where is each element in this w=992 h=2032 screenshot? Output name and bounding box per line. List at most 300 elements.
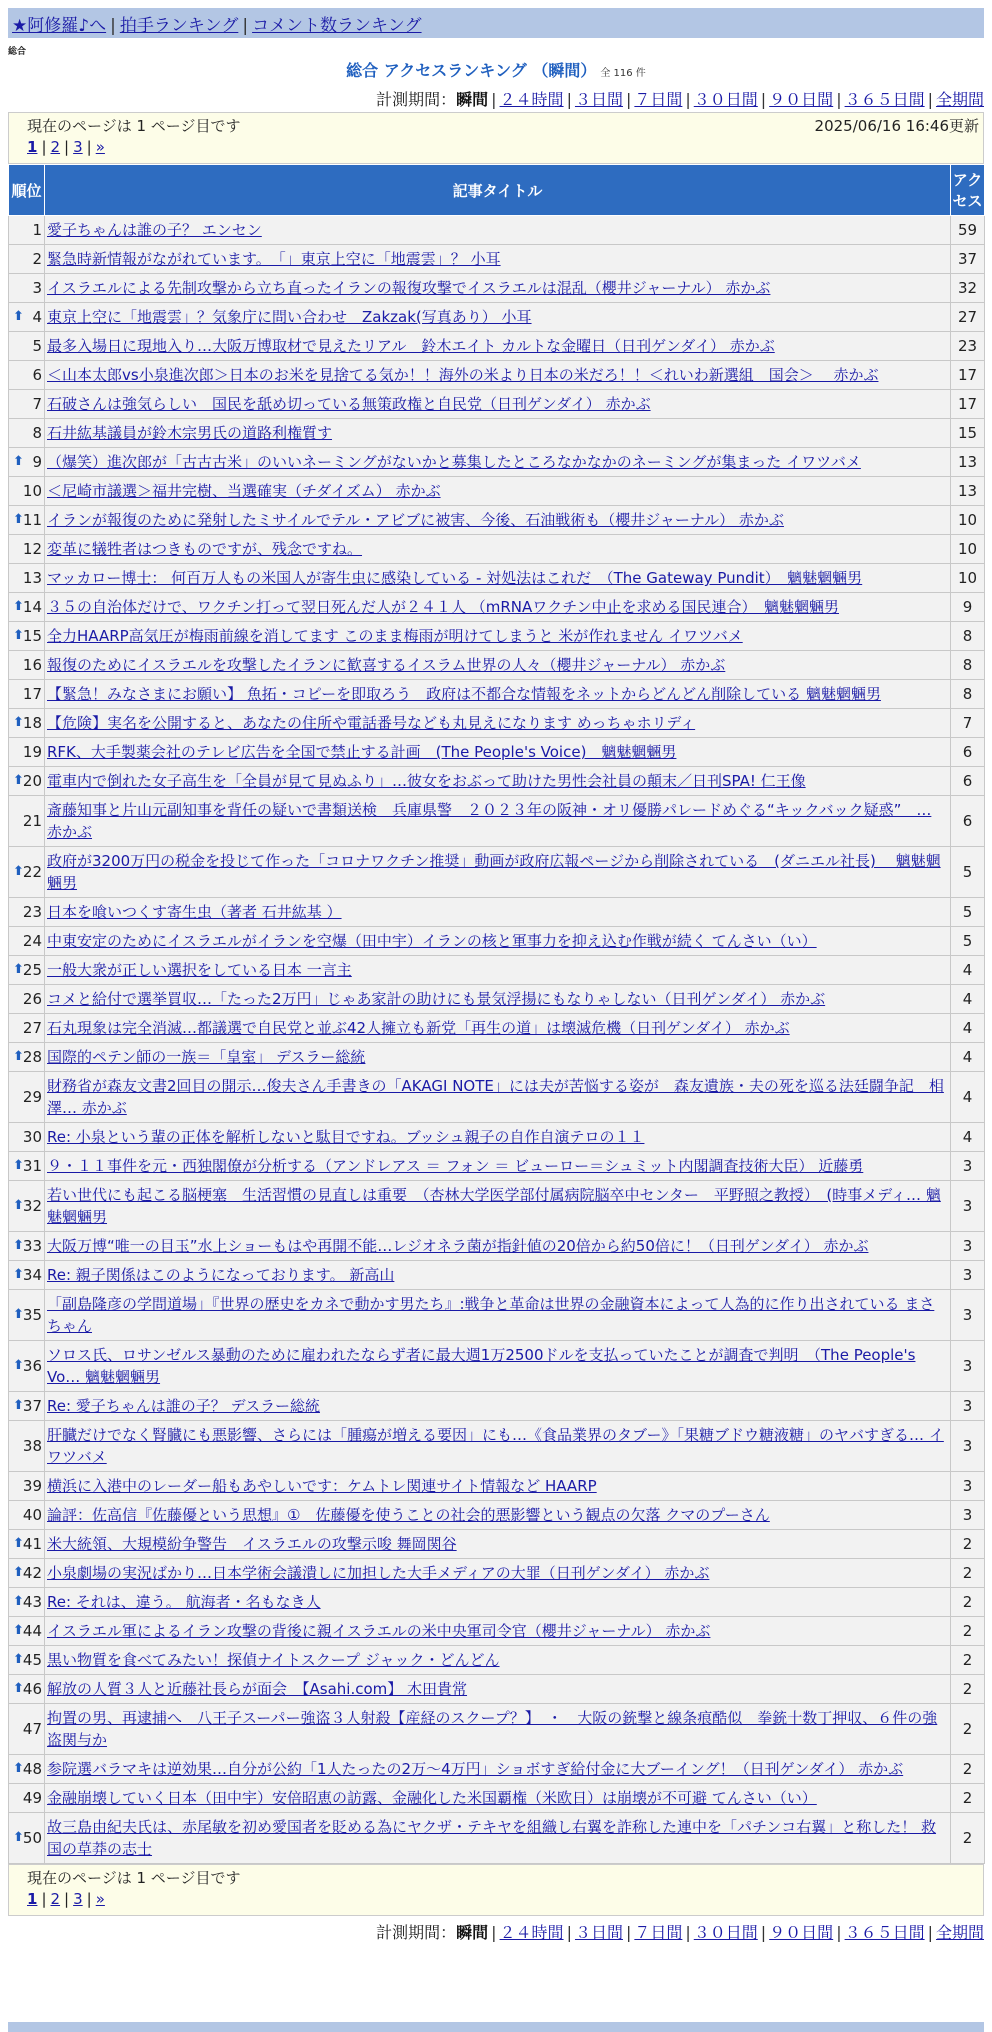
current-page-text: 現在のページは 1 ページ目です [27, 117, 241, 135]
article-link[interactable]: マッカロー博士： 何百万人もの米国人が寄生虫に感染している - 対処法はこれだ （The Gateway Pundit） 魑魅魍魎男 [47, 569, 863, 587]
comment-ranking-link[interactable]: コメント数ランキング [252, 16, 422, 36]
period-separator: | [491, 1923, 497, 1942]
article-link[interactable]: 論評：佐高信『佐藤優という思想』① 佐藤優を使うことの社会的悪影響という観点の欠落 クマのプーさん [47, 1506, 770, 1524]
article-link[interactable]: ＜尼崎市議選＞福井完樹、当選確実（チダイズム） 赤かぶ [47, 482, 441, 500]
rank-cell [9, 390, 45, 419]
nav-separator: | [110, 16, 116, 36]
table-row [9, 956, 985, 985]
title-cell [45, 1014, 951, 1043]
period-label: 計測期間： [376, 90, 457, 109]
next-page-link[interactable]: » [95, 138, 105, 156]
access-count: 3 [951, 1421, 985, 1472]
rank-up-icon: ⬆ [13, 1761, 24, 1776]
updated-timestamp: 2025/06/16 16:46更新 [814, 117, 979, 135]
table-row [9, 1014, 985, 1043]
article-link[interactable]: コメと給付で選挙買収…「たった2万円」じゃあ家計の助けにも景気浮揚にもなりゃしない（日刊ゲンダイ） 赤かぶ [47, 990, 826, 1008]
article-link[interactable]: Re: それは、違う。 航海者・名もなき人 [47, 1593, 321, 1611]
rank-number: 24 [22, 932, 42, 950]
table-row [9, 1152, 985, 1181]
table-row [9, 767, 985, 796]
title-cell [45, 927, 951, 956]
table-row [9, 564, 985, 593]
col-rank-header: 順位 [9, 165, 45, 216]
article-link[interactable]: 小泉劇場の実況ばかり…日本学術会議潰しに加担した大手メディアの大罪（日刊ゲンダイ） 赤かぶ [47, 1564, 710, 1582]
access-count: 3 [951, 1232, 985, 1261]
rank-number: 36 [22, 1357, 42, 1375]
rank-cell [9, 1472, 45, 1501]
access-count: 13 [951, 477, 985, 506]
rank-number: 12 [22, 540, 42, 558]
rank-cell [9, 1646, 45, 1675]
article-link[interactable]: 黒い物質を食べてみたい！探偵ナイトスクープ ジャック・どんどん [47, 1651, 500, 1669]
title-cell [45, 1588, 951, 1617]
access-count: 6 [951, 796, 985, 847]
title-cell [45, 477, 951, 506]
table-row [9, 303, 985, 332]
rank-number: 5 [32, 337, 42, 355]
rank-number: 10 [22, 482, 42, 500]
access-count: 6 [951, 767, 985, 796]
rank-number: 11 [22, 511, 42, 529]
table-row [9, 419, 985, 448]
period-option-4[interactable]: ３０日間 [693, 1923, 758, 1942]
rank-number: 47 [22, 1720, 42, 1738]
access-count: 4 [951, 1043, 985, 1072]
access-count: 2 [951, 1588, 985, 1617]
table-row [9, 1559, 985, 1588]
table-row [9, 1588, 985, 1617]
table-row [9, 1617, 985, 1646]
table-row [9, 361, 985, 390]
rank-cell [9, 1341, 45, 1392]
rank-cell [9, 245, 45, 274]
rank-number: 6 [32, 366, 42, 384]
article-link[interactable]: 故三島由紀夫氏は、赤尾敏を初め愛国者を貶める為にヤクザ・テキヤを組織し右翼を詐称した連中を「パチンコ右翼」と称した！ 救国の草莽の志士 [47, 1818, 937, 1858]
article-link[interactable]: 横浜に入港中のレーダー船もあやしいです：ケムトレ関連サイト情報など HAARP [47, 1477, 597, 1495]
title-cell [45, 1646, 951, 1675]
rank-up-icon: ⬆ [13, 962, 24, 977]
table-row [9, 1072, 985, 1123]
rank-number: 32 [22, 1197, 42, 1215]
rank-cell [9, 274, 45, 303]
period-option-4[interactable]: ３０日間 [693, 90, 758, 109]
article-link[interactable]: （爆笑）進次郎が「古古古米」のいいネーミングがないかと募集したところなかなかのネーミングが集まった イワツバメ [47, 453, 861, 471]
article-link[interactable]: 石破さんは強気らしい 国民を舐め切っている無策政権と自民党（日刊ゲンダイ） 赤かぶ [47, 395, 651, 413]
rank-number: 34 [22, 1266, 42, 1284]
article-link[interactable]: Re: 親子関係はこのようになっております。 新高山 [47, 1266, 395, 1284]
rank-up-icon: ⬆ [13, 1681, 24, 1696]
pager-bottom [27, 1890, 105, 1908]
article-link[interactable]: ３５の自治体だけで、ワクチン打って翌日死んだ人が２４１人 （mRNAワクチン中止を求める国民連合） 魑魅魍魎男 [47, 598, 839, 616]
period-separator: | [836, 1923, 842, 1942]
title-cell [45, 796, 951, 847]
current-page-text: 現在のページは 1 ページ目です [27, 1869, 241, 1887]
title-cell [45, 535, 951, 564]
period-separator: | [927, 90, 933, 109]
period-option-6[interactable]: ３６５日間 [844, 90, 925, 109]
rank-number: 21 [22, 812, 42, 830]
article-link[interactable]: Re: 愛子ちゃんは誰の子？ デスラー総統 [47, 1397, 320, 1415]
rank-cell [9, 1261, 45, 1290]
rank-cell [9, 332, 45, 361]
rank-cell [9, 767, 45, 796]
period-option-1[interactable]: ２４時間 [499, 1923, 564, 1942]
period-separator: | [760, 90, 767, 109]
rank-up-icon: ⬆ [13, 1594, 24, 1609]
rank-cell [9, 419, 45, 448]
period-option-1[interactable]: ２４時間 [499, 90, 564, 109]
article-link[interactable]: 政府が3200万円の税金を投じて作った「コロナワクチン推奨」動画が政府広報ページから削除されている (ダニエル社長) 魑魅魍魎男 [47, 852, 941, 892]
rank-cell [9, 1232, 45, 1261]
rank-number: 26 [22, 990, 42, 1008]
rank-cell [9, 1014, 45, 1043]
rank-cell [9, 1123, 45, 1152]
article-link[interactable]: 緊急時新情報がながれています。 「」東京上空に「地震雲」？ 小耳 [47, 250, 501, 268]
rank-cell [9, 1290, 45, 1341]
title-cell [45, 361, 951, 390]
rank-number: 35 [22, 1306, 42, 1324]
rank-number: 4 [32, 308, 42, 326]
title-cell [45, 651, 951, 680]
period-option-6[interactable]: ３６５日間 [844, 1923, 925, 1942]
rank-number: 13 [22, 569, 42, 587]
access-count: 4 [951, 1072, 985, 1123]
article-link[interactable]: 全力HAARP高気圧が梅雨前線を消してます このまま梅雨が明けてしまうと 米が作れません イワツバメ [47, 627, 743, 645]
access-count: 2 [951, 1704, 985, 1755]
article-link[interactable]: 若い世代にも起こる脳梗塞 生活習慣の見直しは重要 （杏林大学医学部付属病院脳卒中センター 平野照之教授） (時事メディ… 魑魅魍魎男 [47, 1186, 941, 1226]
page-link-1[interactable]: 1 [27, 1890, 38, 1908]
rank-number: 44 [22, 1622, 42, 1640]
pager-top [27, 138, 105, 156]
page-link-3[interactable]: 3 [73, 138, 83, 156]
table-row [9, 593, 985, 622]
article-link[interactable]: 最多入場日に現地入り…大阪万博取材で見えたリアル 鈴木エイト カルトな金曜日（日刊ゲンダイ） 赤かぶ [47, 337, 775, 355]
access-count: 10 [951, 535, 985, 564]
rank-number: 27 [22, 1019, 42, 1037]
page-link-1[interactable]: 1 [27, 138, 38, 156]
rank-cell [9, 1617, 45, 1646]
access-count: 2 [951, 1559, 985, 1588]
rank-cell [9, 898, 45, 927]
page-link-3[interactable]: 3 [73, 1890, 83, 1908]
rank-up-icon: ⬆ [13, 1238, 24, 1253]
rank-number: 43 [22, 1593, 42, 1611]
ranking-title-text: 総合 アクセスランキング （瞬間） [346, 61, 597, 80]
rank-cell [9, 1152, 45, 1181]
access-count: 17 [951, 390, 985, 419]
rank-cell [9, 1784, 45, 1813]
rank-number: 1 [32, 221, 42, 239]
next-page-link[interactable]: » [95, 1890, 105, 1908]
article-link[interactable]: イスラエル軍によるイラン攻撃の背後に親イスラエルの米中央軍司令官（櫻井ジャーナル） 赤かぶ [47, 1622, 711, 1640]
table-row [9, 1813, 985, 1864]
period-separator: | [566, 90, 572, 109]
rank-number: 42 [22, 1564, 42, 1582]
table-row [9, 1421, 985, 1472]
period-option-7[interactable]: 全期間 [935, 1923, 984, 1942]
rank-cell [9, 738, 45, 767]
article-link[interactable]: 東京上空に「地震雲」？気象庁に問い合わせ Zakzak(写真あり） 小耳 [47, 308, 532, 326]
rank-cell [9, 1072, 45, 1123]
period-selector-top [376, 87, 984, 110]
article-link[interactable]: 石井紘基議員が鈴木宗男氏の道路利権質す [47, 424, 333, 442]
article-link[interactable]: 【緊急！みなさまにお願い】 魚拓・コピーを即取ろう 政府は不都合な情報をネットからどんどん削除している 魑魅魍魎男 [47, 685, 881, 703]
title-cell [45, 564, 951, 593]
article-link[interactable]: 国際的ペテン師の一族＝「皇室」 デスラー総統 [47, 1048, 366, 1066]
rank-cell [9, 564, 45, 593]
article-link[interactable]: 金融崩壊していく日本（田中宇）安倍昭恵の訪露、金融化した米国覇権（米欧日）は崩壊が不可避 てんさい（い） [47, 1789, 817, 1807]
period-option-2[interactable]: ３日間 [574, 1923, 623, 1942]
article-link[interactable]: 報復のためにイスラエルを攻撃したイランに歓喜するイスラム世界の人々（櫻井ジャーナル） 赤かぶ [47, 656, 726, 674]
page-info-bottom [8, 1864, 984, 1916]
access-count: 32 [951, 274, 985, 303]
rank-up-icon: ⬆ [13, 512, 24, 527]
period-option-7[interactable]: 全期間 [935, 90, 984, 109]
rank-cell [9, 1588, 45, 1617]
article-link[interactable]: イランが報復のために発射したミサイルでテル・アビブに被害、今後、石油戦術も（櫻井ジャーナル） 赤かぶ [47, 511, 784, 529]
access-count: 59 [951, 216, 985, 245]
title-cell [45, 274, 951, 303]
period-option-5[interactable]: ９０日間 [769, 1923, 834, 1942]
rank-cell [9, 535, 45, 564]
access-count: 2 [951, 1617, 985, 1646]
title-cell [45, 1181, 951, 1232]
rank-up-icon: ⬆ [13, 1358, 24, 1373]
title-cell [45, 1472, 951, 1501]
article-link[interactable]: RFK、大手製薬会社のテレビ広告を全国で禁止する計画 (The People's Voice) 魑魅魍魎男 [47, 743, 677, 761]
access-count: 2 [951, 1675, 985, 1704]
article-link[interactable]: 電車内で倒れた女子高生を「全員が見て見ぬふり」…彼女をおぶって助けた男性会社員の顛末／日刊SPA! 仁王像 [47, 772, 806, 790]
rank-cell [9, 927, 45, 956]
access-count: 5 [951, 927, 985, 956]
category-label: 総合 [8, 47, 27, 57]
article-link[interactable]: 「副島隆彦の学問道場」『世界の歴史をカネで動かす男たち』:戦争と革命は世界の金融資本によって人為的に作り出されている まさちゃん [47, 1295, 935, 1335]
rank-number: 18 [22, 714, 42, 732]
period-option-2[interactable]: ３日間 [574, 90, 623, 109]
title-cell [45, 419, 951, 448]
access-count: 4 [951, 985, 985, 1014]
rank-number: 39 [22, 1477, 42, 1495]
page-link-2[interactable]: 2 [50, 138, 61, 156]
access-count: 9 [951, 593, 985, 622]
rank-number: 7 [32, 395, 42, 413]
pager-separator: | [64, 138, 70, 156]
rank-cell [9, 1755, 45, 1784]
title-cell [45, 593, 951, 622]
pager-separator: | [41, 1890, 47, 1908]
title-cell [45, 1813, 951, 1864]
rank-up-icon: ⬆ [13, 1652, 24, 1667]
access-count: 5 [951, 847, 985, 898]
period-separator: | [566, 1923, 572, 1942]
title-cell [45, 390, 951, 419]
page-info-top [8, 112, 984, 164]
rank-up-icon: ⬆ [13, 864, 24, 879]
col-title-header: 記事タイトル [45, 165, 951, 216]
top-nav-bar [8, 8, 984, 38]
title-cell [45, 1559, 951, 1588]
rank-up-icon: ⬆ [13, 1536, 24, 1551]
article-link[interactable]: ソロス氏、ロサンゼルス暴動のために雇われたならず者に最大週1万2500ドルを支払っていたことが調査で判明 （The People's Vo… 魑魅魍魎男 [47, 1346, 916, 1386]
access-count: 2 [951, 1813, 985, 1864]
access-count: 6 [951, 738, 985, 767]
access-count: 3 [951, 1501, 985, 1530]
pager-separator: | [86, 1890, 92, 1908]
period-separator: | [836, 90, 842, 109]
rank-number: 25 [22, 961, 42, 979]
rank-up-icon: ⬆ [13, 1398, 24, 1413]
article-link[interactable]: 中東安定のためにイスラエルがイランを空爆（田中宇）イランの核と軍事力を抑え込む作戦が続く てんさい（い） [47, 932, 817, 950]
title-cell [45, 216, 951, 245]
rank-cell [9, 1704, 45, 1755]
rank-cell [9, 1675, 45, 1704]
rank-cell [9, 216, 45, 245]
title-cell [45, 680, 951, 709]
article-link[interactable]: 一般大衆が正しい選択をしている日本 一言主 [47, 961, 352, 979]
rank-number: 22 [22, 863, 42, 881]
rank-number: 9 [32, 453, 42, 471]
access-count: 8 [951, 680, 985, 709]
rank-number: 40 [22, 1506, 42, 1524]
table-row [9, 651, 985, 680]
rank-cell [9, 680, 45, 709]
access-count: 37 [951, 245, 985, 274]
period-separator: | [685, 90, 691, 109]
article-link[interactable]: 日本を喰いつくす寄生虫（著者 石井紘基 ） [47, 903, 342, 921]
rank-cell [9, 651, 45, 680]
table-row [9, 796, 985, 847]
title-cell [45, 1341, 951, 1392]
article-link[interactable]: 財務省が森友文書2回目の開示…俊夫さん手書きの「AKAGI NOTE」には夫が苦悩する姿が 森友遺族・夫の死を巡る法廷闘争記 相澤… 赤かぶ [47, 1077, 944, 1117]
title-cell [45, 1123, 951, 1152]
title-cell [45, 1043, 951, 1072]
access-count: 4 [951, 1123, 985, 1152]
rank-up-icon: ⬆ [13, 773, 24, 788]
table-header-row [9, 165, 985, 216]
article-link[interactable]: 愛子ちゃんは誰の子？ エンセン [47, 221, 262, 239]
period-separator: | [760, 1923, 767, 1942]
table-row [9, 898, 985, 927]
rank-cell [9, 956, 45, 985]
article-link[interactable]: 斎藤知事と片山元副知事を背任の疑いで書類送検 兵庫県警 ２０２３年の阪神・オリ優勝パレードめぐる“キックバック疑惑” … 赤かぶ [47, 801, 932, 841]
table-row [9, 680, 985, 709]
rank-up-icon: ⬆ [13, 1267, 24, 1282]
access-count: 10 [951, 506, 985, 535]
rank-cell [9, 593, 45, 622]
article-link[interactable]: ＜山本太郎vs小泉進次郎＞日本のお米を見捨てる気か！！海外の米より日本の米だろ！！＜れいわ新選組 国会＞ 赤かぶ [47, 366, 879, 384]
title-cell [45, 1704, 951, 1755]
home-link[interactable]: ★阿修羅♪へ [12, 16, 107, 36]
clap-ranking-link[interactable]: 拍手ランキング [119, 16, 239, 36]
title-cell [45, 898, 951, 927]
table-row [9, 1675, 985, 1704]
title-cell [45, 303, 951, 332]
title-cell [45, 1261, 951, 1290]
rank-cell [9, 1501, 45, 1530]
article-link[interactable]: 【危険】実名を公開すると、あなたの住所や電話番号なども丸見えになります めっちゃホリディ [47, 714, 696, 732]
access-count: 3 [951, 1290, 985, 1341]
rank-number: 37 [22, 1397, 42, 1415]
article-link[interactable]: 米大統領、大規模紛争警告 イスラエルの攻撃示唆 舞岡関谷 [47, 1535, 457, 1553]
article-link[interactable]: 拘置の男、再逮捕へ 八王子スーパー強盗３人射殺【産経のスクープ？】 ・ 大阪の銃撃と線条痕酷似 拳銃十数丁押収、６件の強盗関与か [47, 1709, 938, 1749]
rank-number: 31 [22, 1157, 42, 1175]
table-row [9, 985, 985, 1014]
title-cell [45, 1501, 951, 1530]
article-link[interactable]: 石丸現象は完全消滅…都議選で自民党と並ぶ42人擁立も新党「再生の道」は壊滅危機（日刊ゲンダイ） 赤かぶ [47, 1019, 790, 1037]
article-link[interactable]: 解放の人質３人と近藤社長らが面会 【Asahi.com】 木田貴常 [47, 1680, 468, 1698]
rank-up-icon: ⬆ [13, 1830, 24, 1845]
title-cell [45, 245, 951, 274]
title-cell [45, 1392, 951, 1421]
rank-cell [9, 622, 45, 651]
title-cell [45, 738, 951, 767]
rank-up-icon: ⬆ [13, 1623, 24, 1638]
col-access-header: アクセス [951, 165, 985, 216]
table-row [9, 709, 985, 738]
table-row [9, 245, 985, 274]
page-link-2[interactable]: 2 [50, 1890, 61, 1908]
article-link[interactable]: 肝臓だけでなく腎臓にも悪影響、さらには「腫瘍が増える要因」にも…《食品業界のタブー》「果糖ブドウ糖液糖」のヤバすぎる… イワツバメ [47, 1426, 944, 1466]
article-link[interactable]: ９・１１事件を元・西独閣僚が分析する（アンドレアス ＝ フォン ＝ ビューロー＝シュミット内閣調査技術大臣） 近藤勇 [47, 1157, 864, 1175]
title-cell [45, 1152, 951, 1181]
article-link[interactable]: Re: 小泉という輩の正体を解析しないと駄目ですね。ブッシュ親子の自作自演テロの１１ [47, 1128, 645, 1146]
article-link[interactable]: イスラエルによる先制攻撃から立ち直ったイランの報復攻撃でイスラエルは混乱（櫻井ジャーナル） 赤かぶ [47, 279, 771, 297]
table-row [9, 1290, 985, 1341]
rank-number: 20 [22, 772, 42, 790]
table-row [9, 216, 985, 245]
rank-up-icon: ⬆ [13, 1158, 24, 1173]
table-row [9, 1501, 985, 1530]
title-cell [45, 1232, 951, 1261]
nav-separator: | [242, 16, 249, 36]
rank-number: 49 [22, 1789, 42, 1807]
table-row [9, 738, 985, 767]
access-count: 2 [951, 1530, 985, 1559]
ranking-title [0, 58, 992, 81]
pager-separator: | [41, 138, 47, 156]
access-count: 13 [951, 448, 985, 477]
title-cell [45, 1290, 951, 1341]
article-link[interactable]: 変革に犠牲者はつきものですが、残念ですね。 [47, 540, 363, 558]
period-option-3[interactable]: ７日間 [634, 90, 683, 109]
table-row [9, 1646, 985, 1675]
access-count: 8 [951, 651, 985, 680]
title-cell [45, 956, 951, 985]
rank-number: 28 [22, 1048, 42, 1066]
rank-cell [9, 303, 45, 332]
rank-number: 17 [22, 685, 42, 703]
title-cell [45, 847, 951, 898]
rank-cell [9, 1421, 45, 1472]
article-link[interactable]: 参院選バラマキは逆効果…自分が公約「1人たったの2万～4万円」ショボすぎ給付金に大ブーイング！（日刊ゲンダイ） 赤かぶ [47, 1760, 904, 1778]
rank-up-icon: ⬆ [13, 628, 24, 643]
period-option-3[interactable]: ７日間 [634, 1923, 683, 1942]
title-cell [45, 506, 951, 535]
pager-separator: | [86, 138, 92, 156]
access-count: 3 [951, 1152, 985, 1181]
article-link[interactable]: 大阪万博“唯一の目玉”水上ショーもはや再開不能…レジオネラ菌が指針値の20倍から約50倍に！（日刊ゲンダイ） 赤かぶ [47, 1237, 869, 1255]
title-cell [45, 1784, 951, 1813]
period-label: 計測期間： [376, 1923, 457, 1942]
access-count: 27 [951, 303, 985, 332]
access-count: 3 [951, 1392, 985, 1421]
period-option-5[interactable]: ９０日間 [769, 90, 834, 109]
rank-cell [9, 1181, 45, 1232]
table-row [9, 1341, 985, 1392]
table-row [9, 1530, 985, 1559]
rank-number: 50 [22, 1829, 42, 1847]
rank-number: 19 [22, 743, 42, 761]
